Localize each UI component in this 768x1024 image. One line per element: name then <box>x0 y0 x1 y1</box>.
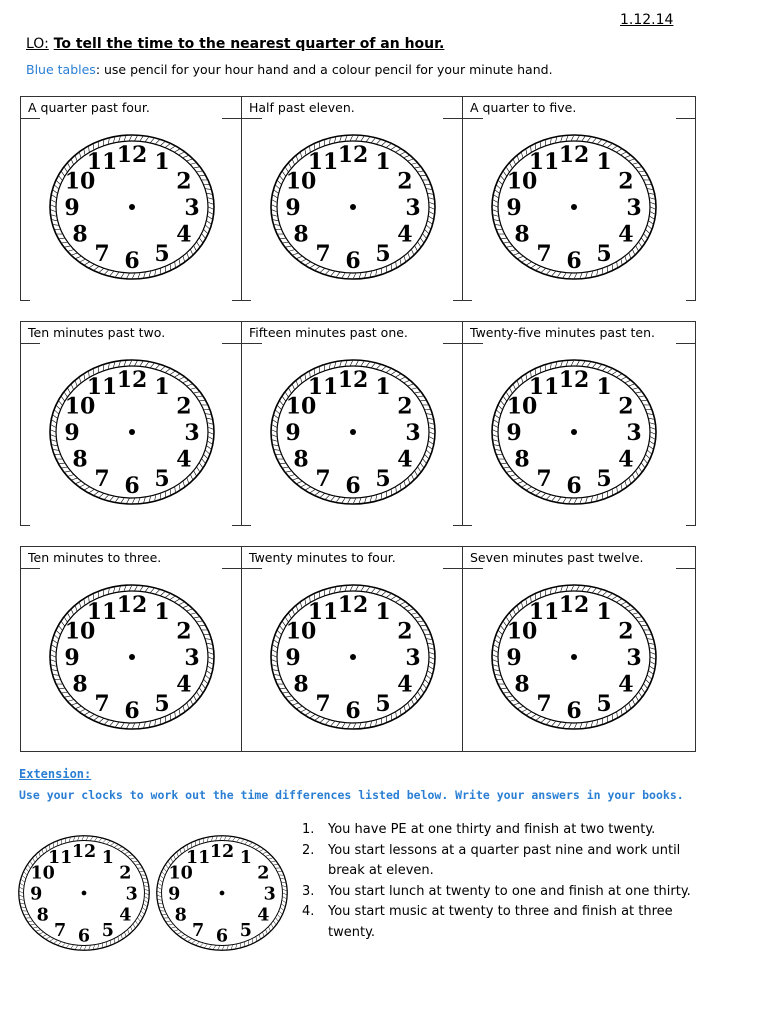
clock-center-dot <box>571 204 577 210</box>
clock-numeral: 4 <box>176 671 192 698</box>
clock-numeral: 3 <box>263 884 276 905</box>
clock-numeral: 1 <box>596 374 612 401</box>
clock-numeral: 8 <box>36 905 49 926</box>
question-number: 2. <box>302 842 315 858</box>
question-text: You start lunch at twenty to one and finish at one thirty. <box>328 883 691 899</box>
clock-numeral: 11 <box>86 374 118 401</box>
clock-numeral: 11 <box>86 599 118 626</box>
clock-numeral: 7 <box>315 240 331 267</box>
clock-face[interactable] <box>486 132 662 282</box>
clock-numeral: 2 <box>618 393 634 420</box>
clock-numeral: 8 <box>72 221 88 248</box>
clock-numeral: 1 <box>154 374 170 401</box>
clock-numeral: 1 <box>596 149 612 176</box>
clock-face[interactable] <box>265 582 441 732</box>
clock-numeral: 12 <box>209 842 235 863</box>
exercise-cell <box>20 321 241 526</box>
clock-numeral: 4 <box>397 446 413 473</box>
extension-heading: Extension: <box>19 767 92 781</box>
clock-center-dot <box>129 654 135 660</box>
instructions-blue: Blue tables <box>26 62 96 77</box>
clock-numeral: 10 <box>285 393 317 420</box>
clock-numeral: 9 <box>506 645 522 671</box>
question-number: 4. <box>302 904 315 919</box>
clock-numeral: 3 <box>626 645 642 671</box>
exercise-row-3 <box>20 546 696 751</box>
clock-numeral: 4 <box>176 221 192 248</box>
clock-numeral: 3 <box>626 420 642 446</box>
date: 1.12.14 <box>620 12 674 28</box>
exercise-cell <box>462 321 696 526</box>
clock-numeral: 9 <box>285 645 301 671</box>
clock-numeral: 5 <box>154 465 170 492</box>
clock-numeral: 9 <box>168 884 181 905</box>
lo-title: To tell the time to the nearest quarter of an hour. <box>53 36 445 52</box>
clock-numeral: 8 <box>293 671 309 698</box>
clock-face[interactable] <box>486 582 662 732</box>
clock-numeral: 9 <box>285 420 301 446</box>
question-text: You have PE at one thirty and finish at two twenty. <box>328 822 656 837</box>
clock-numeral: 1 <box>596 599 612 626</box>
clock-numeral: 7 <box>94 465 110 492</box>
clock-numeral: 4 <box>618 446 634 473</box>
list-item <box>300 820 720 841</box>
clock-numeral: 12 <box>558 592 590 618</box>
clock-numeral: 4 <box>176 446 192 473</box>
clock-numeral: 9 <box>64 420 80 446</box>
clock-numeral: 8 <box>514 221 530 248</box>
clock-face[interactable] <box>44 357 220 507</box>
list-item <box>300 882 720 903</box>
clock-numeral: 12 <box>558 367 590 393</box>
time-prompt: A quarter to five. <box>470 100 577 115</box>
clock-numeral: 11 <box>307 599 339 626</box>
time-prompt: Half past eleven. <box>249 100 355 115</box>
clock-numeral: 11 <box>528 599 560 626</box>
clock-numeral: 12 <box>71 842 97 863</box>
clock-numeral: 4 <box>618 221 634 248</box>
clock-numeral: 3 <box>125 884 138 905</box>
clock-numeral: 2 <box>397 168 413 195</box>
clock-numeral: 4 <box>119 905 132 926</box>
clock-numeral: 8 <box>293 221 309 248</box>
clock-center-dot <box>82 891 87 896</box>
exercise-cell <box>241 96 462 301</box>
clock-numeral: 12 <box>337 592 369 618</box>
clock-numeral: 5 <box>596 465 612 492</box>
clock-numeral: 11 <box>528 149 560 176</box>
clock-numeral: 12 <box>337 142 369 168</box>
clock-numeral: 8 <box>72 671 88 698</box>
clock-center-dot <box>571 429 577 435</box>
clock-numeral: 10 <box>30 863 55 884</box>
clock-center-dot <box>129 204 135 210</box>
clock-numeral: 10 <box>506 393 538 420</box>
clock-numeral: 10 <box>506 168 538 195</box>
exercise-cell <box>462 546 696 751</box>
clock-face[interactable] <box>14 832 154 954</box>
clock-center-dot <box>220 891 225 896</box>
clock-numeral: 2 <box>618 618 634 645</box>
clock-numeral: 2 <box>257 863 270 884</box>
clock-numeral: 5 <box>375 240 391 267</box>
clock-numeral: 7 <box>315 690 331 717</box>
clock-numeral: 6 <box>215 926 229 947</box>
clock-numeral: 7 <box>54 920 67 941</box>
learning-objective <box>26 36 444 52</box>
clock-numeral: 3 <box>184 645 200 671</box>
clock-numeral: 10 <box>64 168 96 195</box>
clock-numeral: 3 <box>184 420 200 446</box>
clock-numeral: 12 <box>558 142 590 168</box>
clock-numeral: 1 <box>239 847 252 868</box>
clock-numeral: 6 <box>345 248 361 274</box>
clock-numeral: 5 <box>375 465 391 492</box>
clock-numeral: 11 <box>307 374 339 401</box>
question-number: 1. <box>302 822 315 837</box>
time-prompt: Fifteen minutes past one. <box>249 325 408 340</box>
clock-numeral: 4 <box>397 671 413 698</box>
exercise-cell <box>462 96 696 301</box>
clock-numeral: 6 <box>566 248 582 274</box>
clock-numeral: 10 <box>285 168 317 195</box>
exercise-cell <box>241 321 462 526</box>
clock-numeral: 2 <box>618 168 634 195</box>
clock-numeral: 8 <box>174 905 187 926</box>
clock-numeral: 12 <box>116 592 148 618</box>
lo-prefix: LO: <box>26 36 49 52</box>
clock-numeral: 12 <box>337 367 369 393</box>
question-number: 3. <box>302 883 315 899</box>
clock-numeral: 6 <box>345 473 361 499</box>
clock-numeral: 10 <box>64 393 96 420</box>
clock-numeral: 1 <box>154 599 170 626</box>
clock-numeral: 6 <box>124 473 140 499</box>
clock-center-dot <box>350 204 356 210</box>
exercise-cell <box>20 96 241 301</box>
clock-numeral: 10 <box>64 618 96 645</box>
clock-numeral: 9 <box>285 195 301 221</box>
clock-center-dot <box>350 429 356 435</box>
clock-numeral: 6 <box>566 698 582 724</box>
clock-numeral: 10 <box>285 618 317 645</box>
clock-numeral: 5 <box>154 240 170 267</box>
clock-numeral: 6 <box>124 698 140 724</box>
clock-numeral: 11 <box>185 847 211 868</box>
clock-face[interactable] <box>152 832 292 954</box>
time-prompt: Ten minutes to three. <box>28 550 162 565</box>
clock-numeral: 5 <box>101 920 114 941</box>
clock-numeral: 7 <box>536 240 552 267</box>
exercise-row-1 <box>20 96 696 301</box>
clock-numeral: 5 <box>239 920 252 941</box>
clock-numeral: 11 <box>47 847 73 868</box>
clock-numeral: 2 <box>119 863 132 884</box>
instructions-rest: : use pencil for your hour hand and a colour pencil for your minute hand. <box>95 62 553 77</box>
clock-numeral: 1 <box>101 847 114 868</box>
instructions <box>26 62 553 77</box>
clock-numeral: 3 <box>405 645 421 671</box>
clock-numeral: 8 <box>514 446 530 473</box>
clock-face[interactable] <box>486 357 662 507</box>
clock-numeral: 3 <box>405 420 421 446</box>
clock-center-dot <box>129 429 135 435</box>
clock-numeral: 2 <box>176 393 192 420</box>
clock-numeral: 2 <box>176 618 192 645</box>
clock-numeral: 5 <box>375 690 391 717</box>
clock-numeral: 11 <box>528 374 560 401</box>
extension-instruction: Use your clocks to work out the time differences listed below. Write your answers in your books. <box>19 788 684 802</box>
time-prompt: Ten minutes past two. <box>28 325 166 340</box>
clock-numeral: 7 <box>315 465 331 492</box>
clock-numeral: 6 <box>345 698 361 724</box>
clock-numeral: 8 <box>514 671 530 698</box>
exercise-cell <box>20 546 241 751</box>
clock-numeral: 9 <box>506 195 522 221</box>
clock-numeral: 7 <box>536 690 552 717</box>
clock-numeral: 5 <box>596 690 612 717</box>
clock-numeral: 9 <box>506 420 522 446</box>
clock-numeral: 2 <box>397 393 413 420</box>
question-text: You start lessons at a quarter past nine and work until break at eleven. <box>328 842 681 878</box>
clock-numeral: 7 <box>94 240 110 267</box>
clock-numeral: 1 <box>375 599 391 626</box>
clock-numeral: 2 <box>176 168 192 195</box>
list-item <box>300 902 720 943</box>
clock-numeral: 3 <box>405 195 421 221</box>
clock-numeral: 10 <box>168 863 193 884</box>
clock-numeral: 12 <box>116 142 148 168</box>
exercise-row-2 <box>20 321 696 526</box>
clock-center-dot <box>350 654 356 660</box>
time-prompt: A quarter past four. <box>28 100 150 115</box>
clock-face[interactable] <box>265 357 441 507</box>
clock-numeral: 3 <box>626 195 642 221</box>
clock-numeral: 5 <box>596 240 612 267</box>
time-prompt: Seven minutes past twelve. <box>470 550 644 565</box>
clock-numeral: 6 <box>77 926 91 947</box>
clock-numeral: 8 <box>293 446 309 473</box>
clock-numeral: 9 <box>30 884 43 905</box>
time-prompt: Twenty minutes to four. <box>249 550 396 565</box>
clock-numeral: 11 <box>86 149 118 176</box>
clock-face[interactable] <box>44 582 220 732</box>
clock-numeral: 9 <box>64 645 80 671</box>
clock-face[interactable] <box>44 132 220 282</box>
clock-numeral: 4 <box>257 905 270 926</box>
question-text: You start music at twenty to three and finish at three twenty. <box>328 904 673 940</box>
clock-numeral: 10 <box>506 618 538 645</box>
clock-numeral: 7 <box>536 465 552 492</box>
clock-face[interactable] <box>265 132 441 282</box>
clock-numeral: 5 <box>154 690 170 717</box>
clock-numeral: 8 <box>72 446 88 473</box>
clock-numeral: 1 <box>375 374 391 401</box>
clock-numeral: 6 <box>124 248 140 274</box>
clock-numeral: 9 <box>64 195 80 221</box>
clock-center-dot <box>571 654 577 660</box>
clock-numeral: 1 <box>375 149 391 176</box>
clock-numeral: 12 <box>116 367 148 393</box>
clock-numeral: 1 <box>154 149 170 176</box>
clock-numeral: 4 <box>618 671 634 698</box>
time-prompt: Twenty-five minutes past ten. <box>470 325 655 340</box>
clock-numeral: 11 <box>307 149 339 176</box>
clock-numeral: 2 <box>397 618 413 645</box>
clock-numeral: 4 <box>397 221 413 248</box>
clock-numeral: 6 <box>566 473 582 499</box>
clock-numeral: 7 <box>192 920 205 941</box>
clock-numeral: 7 <box>94 690 110 717</box>
clock-numeral: 3 <box>184 195 200 221</box>
exercise-cell <box>241 546 462 751</box>
list-item <box>300 841 720 882</box>
question-list <box>300 820 720 943</box>
